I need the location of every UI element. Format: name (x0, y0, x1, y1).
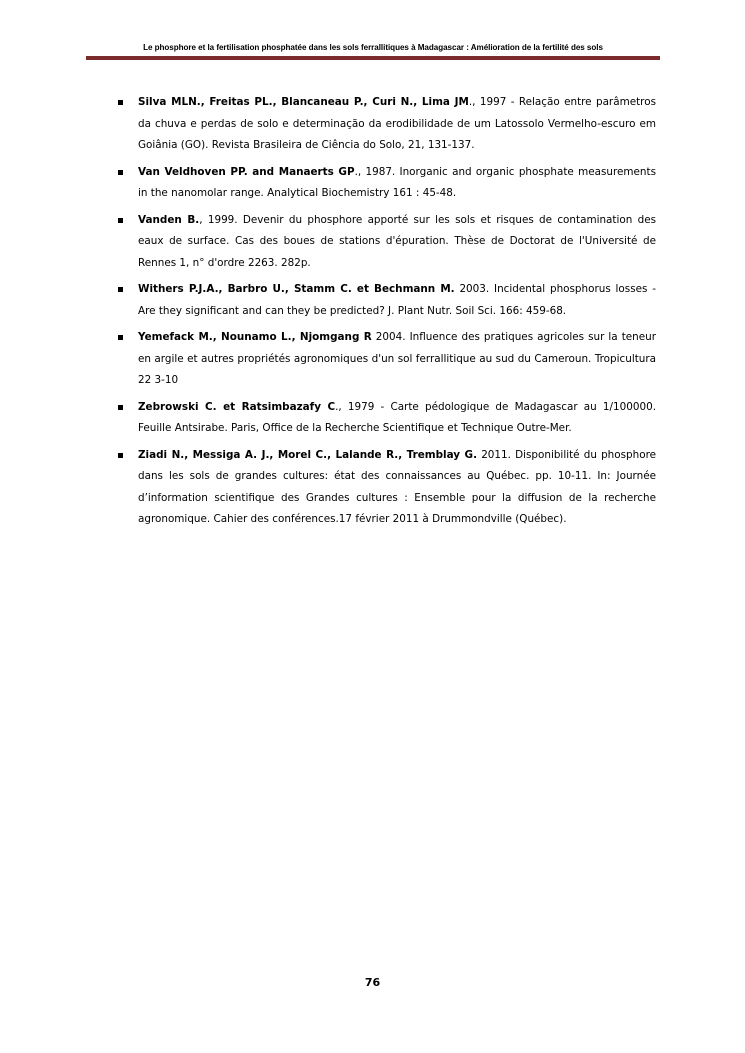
reference-item-van-veldhoven (138, 162, 656, 205)
square-bullet-icon (118, 170, 123, 175)
square-bullet-icon (118, 335, 123, 340)
reference-authors: Zebrowski C. et Ratsimbazafy C (138, 400, 336, 413)
reference-item-silva (138, 92, 656, 157)
reference-item-yemefack (138, 327, 656, 392)
square-bullet-icon (118, 218, 123, 223)
reference-authors: Withers P.J.A., Barbro U., Stamm C. et Bechmann M. (138, 283, 455, 295)
reference-authors: Silva MLN., Freitas PL., Blancaneau P., Curi N., Lima JM (138, 96, 469, 108)
square-bullet-icon (118, 453, 123, 458)
reference-authors: Ziadi N., Messiga A. J., Morel C., Lalande R., Tremblay G. (138, 448, 478, 461)
square-bullet-icon (118, 100, 123, 105)
reference-item-withers (138, 279, 656, 322)
square-bullet-icon (118, 405, 123, 410)
reference-item-zebrowski (138, 397, 656, 440)
reference-text: ., 1987. Inorganic and organic phosphate measurements in the nanomolar range. Analytical Biochemistry 161 : 45-48. (138, 165, 656, 199)
reference-list (138, 92, 656, 536)
square-bullet-icon (118, 287, 123, 292)
reference-authors: Van Veldhoven PP. and Manaerts GP (138, 165, 355, 178)
reference-text: ., 1979 - Carte pédologique de Madagascar au 1/100000. Feuille Antsirabe. Paris, Office de la Recherche Scientifique et Technique Outre-Mer. (138, 400, 656, 434)
reference-item-ziadi (138, 445, 656, 531)
reference-authors: Vanden B. (138, 213, 200, 226)
reference-authors: Yemefack M., Nounamo L., Njomgang R (138, 331, 372, 343)
reference-text: , 1999. Devenir du phosphore apporté sur les sols et risques de contamination des eaux de surface. Cas des boues de stations d'épuration. Thèse de Doctorat de l'Université de Rennes 1, n° d'ordre 2263. 282p. (138, 213, 657, 269)
reference-text: 2011. Disponibilité du phosphore dans les sols de grandes cultures: état des connaissances au Québec. pp. 10-11. In: Journée d’information scientifique des Grandes cultures : Ensemble pour la diffusion de la recherche agronomique. Cahier des conférences.17 février 2011 à Drummondville (Québec). (138, 448, 657, 525)
reference-item-vanden (138, 210, 656, 275)
page-number: 76 (364, 976, 381, 989)
running-header: Le phosphore et la fertilisation phosphatée dans les sols ferrallitiques à Madagascar : Amélioration de la fertilité des sols (143, 43, 603, 52)
header-rule (86, 56, 660, 60)
reference-text: 2004. Influence des pratiques agricoles sur la teneur en argile et autres propriétés agronomiques d'un sol ferrallitique au sud du Cameroun. Tropicultura 22 3-10 (138, 331, 656, 386)
reference-text: ., 1997 - Relação entre parâmetros da chuva e perdas de solo e determinação da erodibilidade de um Latossolo Vermelho-escuro em Goiânia (GO). Revista Brasileira de Ciência do Solo, 21, 131-137. (138, 96, 656, 151)
reference-text: 2003. Incidental phosphorus losses - Are they significant and can they be predicted? J. Plant Nutr. Soil Sci. 166: 459-68. (138, 283, 656, 317)
